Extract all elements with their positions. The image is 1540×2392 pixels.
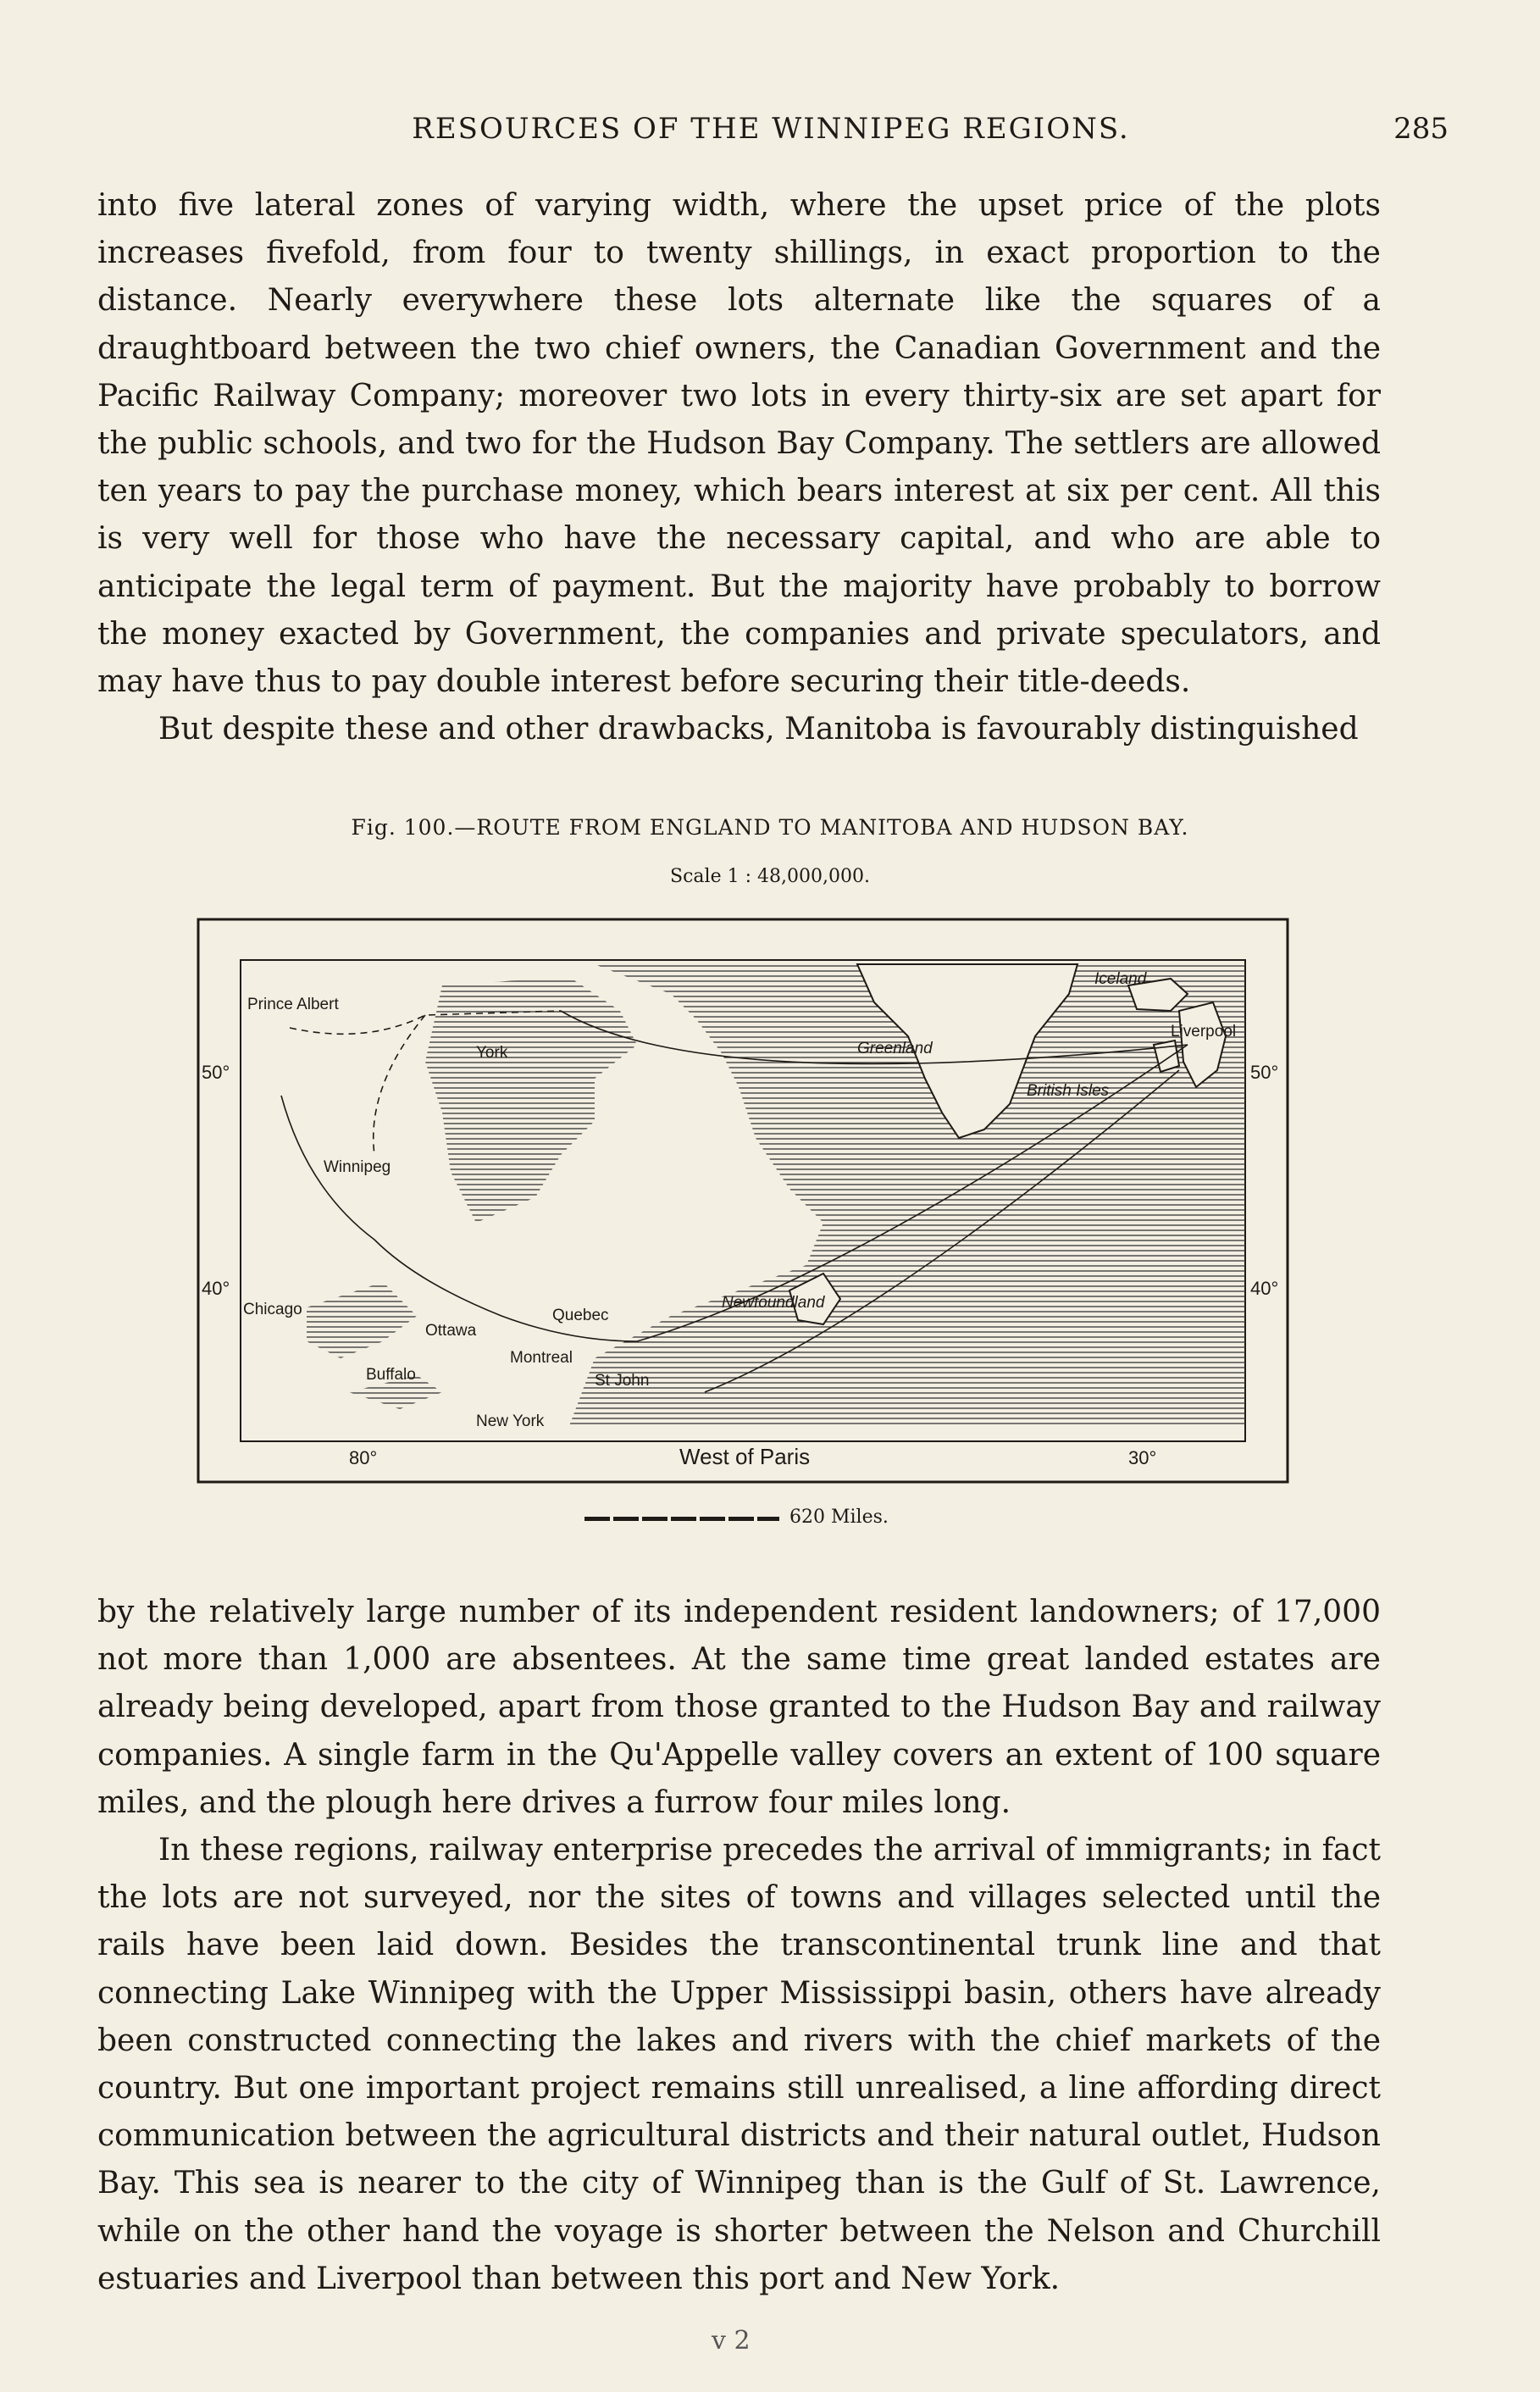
lon-label-80: 80° (349, 1447, 378, 1468)
body-text-bottom (97, 1589, 1381, 2303)
figure-caption: Fig. 100.—ROUTE FROM ENGLAND TO MANITOBA AND HUDSON BAY. (351, 815, 1189, 840)
page-header (93, 112, 1449, 163)
map-label-quebec: Quebec (552, 1307, 609, 1324)
paragraph: In these regions, railway enterprise precedes the arrival of immigrants; in fact the lots are not surveyed, nor the sites of towns and villages selected until the rails have been laid down. Besides the transcontinental trunk line and that connecting Lake Winnipeg with the Upper Mississippi basin, others have already been constructed connecting the lakes and rivers with the chief markets of the country. But one important project remains still unrealised, a line affording direct communication between the agricultural districts and their natural outlet, Hudson Bay. This sea is nearer to the city of Winnipeg than is the Gulf of St. Lawrence, while on the other hand the voyage is shorter between the Nelson and Churchill estuaries and Liverpool than between this port and New York. (97, 1833, 1381, 2296)
lat-label-50-left: 50° (202, 1062, 230, 1083)
scale-bar-label: 620 Miles. (789, 1507, 889, 1528)
map-label-ottawa: Ottawa (425, 1322, 477, 1340)
map-label-buffalo: Buffalo (366, 1366, 416, 1384)
map-label-iceland: Iceland (1094, 970, 1147, 988)
map-label-montreal: Montreal (510, 1349, 573, 1367)
map-label-greenland: Greenland (857, 1040, 933, 1057)
map-label-british-isles: British Isles (1027, 1082, 1110, 1100)
map-label-winnipeg: Winnipeg (324, 1158, 391, 1176)
great-lakes (307, 1282, 417, 1358)
lat-label-40-right: 40° (1250, 1278, 1279, 1299)
figure-scale: Scale 1 : 48,000,000. (670, 866, 870, 887)
running-head: RESOURCES OF THE WINNIPEG REGIONS. (412, 112, 1130, 146)
route-map (197, 918, 1289, 1484)
map-label-prince-albert: Prince Albert (247, 996, 339, 1013)
paragraph: But despite these and other drawbacks, Manitoba is favourably distinguished (158, 712, 1359, 747)
body-text-top (97, 182, 1381, 753)
page-number: 285 (1393, 112, 1449, 146)
signature-mark: v 2 (712, 2326, 751, 2356)
map-label-new-york: New York (476, 1412, 545, 1430)
map-label-chicago: Chicago (243, 1301, 302, 1318)
paragraph: by the relatively large number of its independent resident landowners; of 17,000 not more than 1,000 are absentees. At the same time great landed estates are already being developed, apart from those granted to the Hudson Bay and railway companies. A single farm in the Qu'Appelle valley covers an extent of 100 square miles, and the plough here drives a furrow four miles long. (97, 1595, 1381, 1820)
paragraph: into five lateral zones of varying width, where the upset price of the plots increases fivefold, from four to twenty shillings, in exact proportion to the distance. Nearly everywhere these lots alternate like the squares of a draughtboard between the two chief owners, the Canadian Government and the Pacific Railway Company; moreover two lots in every thirty-six are set apart for the public schools, and two for the Hudson Bay Company. The settlers are allowed ten years to pay the purchase money, which bears interest at six per cent. All this is very well for those who have the necessary capital, and who are able to anticipate the legal term of payment. But the majority have probably to borrow the money exacted by Government, the companies and private speculators, and may have thus to pay double interest before securing their title-deeds. (97, 188, 1381, 700)
lon-label-30: 30° (1128, 1447, 1157, 1468)
lat-label-50-right: 50° (1250, 1062, 1279, 1083)
scale-bar (584, 1507, 889, 1532)
lon-label-west-of-paris: West of Paris (679, 1444, 811, 1469)
map-label-york: York (476, 1044, 508, 1062)
route-line (374, 1015, 425, 1155)
map-label-newfoundland: Newfoundland (722, 1294, 825, 1312)
scale-bar-line (584, 1517, 779, 1521)
lat-label-40-left: 40° (202, 1278, 230, 1299)
map-label-liverpool: Liverpool (1171, 1023, 1237, 1041)
map-label-st-john: St John (595, 1372, 650, 1390)
